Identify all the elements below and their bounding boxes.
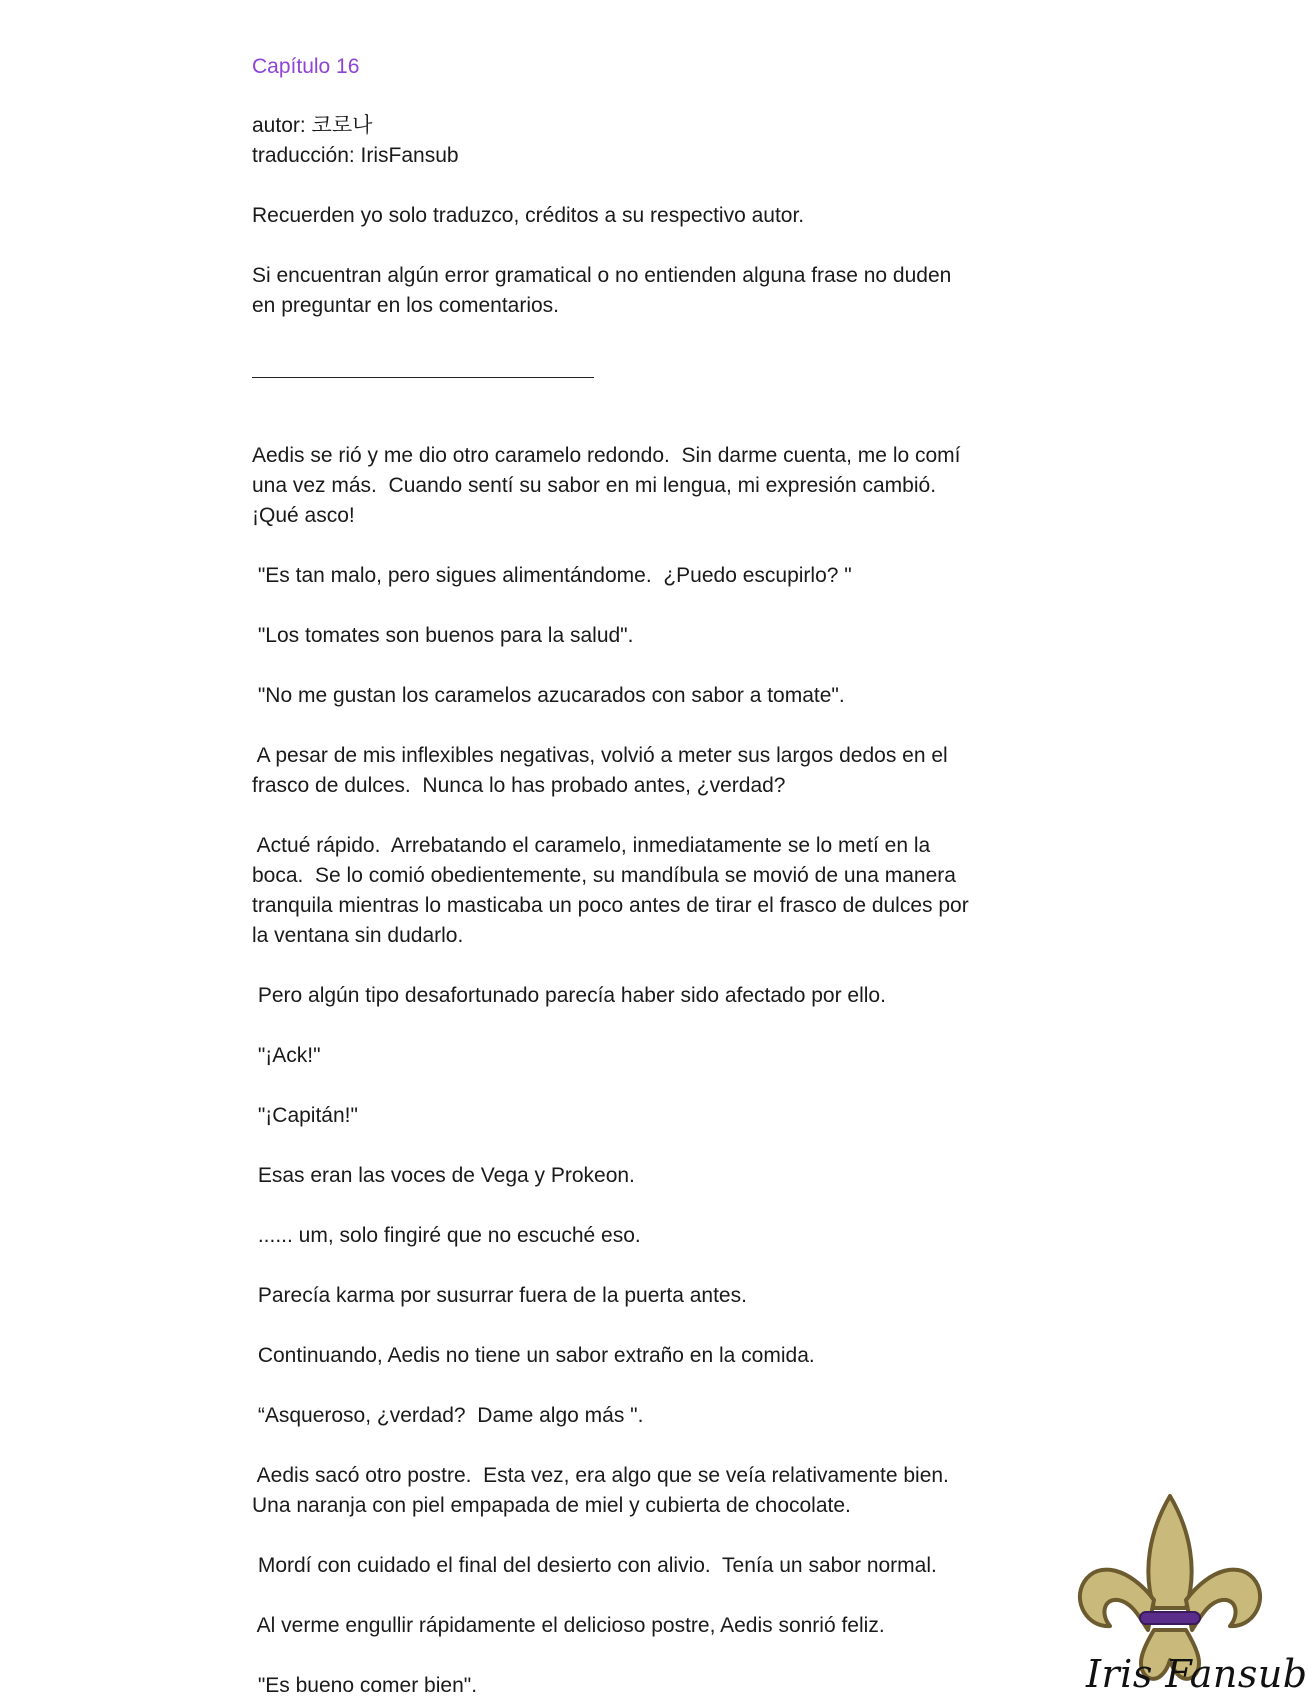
body-line: "Es bueno comer bien". (252, 1674, 478, 1697)
chapter-title: Capítulo 16 (252, 55, 360, 78)
body-line: la ventana sin dudarlo. (252, 924, 464, 947)
body-line: A pesar de mis inflexibles negativas, volvió a meter sus largos dedos en el (252, 744, 948, 767)
section-divider (252, 377, 594, 378)
body-line: boca. Se lo comió obedientemente, su mandíbula se movió de una manera (252, 864, 956, 887)
body-line: una vez más. Cuando sentí su sabor en mi lengua, mi expresión cambió. (252, 474, 937, 497)
body-line: Una naranja con piel empapada de miel y cubierta de chocolate. (252, 1494, 851, 1517)
watermark-logo-text: Iris Fansub (1086, 1652, 1308, 1696)
body-line: "Los tomates son buenos para la salud". (252, 624, 634, 647)
translation-line: traducción: IrisFansub (252, 144, 459, 167)
body-line: Pero algún tipo desafortunado parecía haber sido afectado por ello. (252, 984, 886, 1007)
body-line: Mordí con cuidado el final del desierto con alivio. Tenía un sabor normal. (252, 1554, 937, 1577)
body-line: Al verme engullir rápidamente el delicioso postre, Aedis sonrió feliz. (252, 1614, 885, 1637)
body-line: Parecía karma por susurrar fuera de la puerta antes. (252, 1284, 747, 1307)
body-line: Esas eran las voces de Vega y Prokeon. (252, 1164, 635, 1187)
author-line: autor: 코로나 (252, 114, 373, 137)
errors-note-line-2: en preguntar en los comentarios. (252, 294, 560, 317)
body-line: "¡Capitán!" (252, 1104, 358, 1127)
body-line: ¡Qué asco! (252, 504, 355, 527)
body-line: ...... um, solo fingiré que no escuché eso. (252, 1224, 641, 1247)
errors-note-line-1: Si encuentran algún error gramatical o no entienden alguna frase no duden (252, 264, 952, 287)
body-line: Aedis sacó otro postre. Esta vez, era algo que se veía relativamente bien. (252, 1464, 949, 1487)
body-line: frasco de dulces. Nunca lo has probado antes, ¿verdad? (252, 774, 786, 797)
body-line: tranquila mientras lo masticaba un poco antes de tirar el frasco de dulces por (252, 894, 969, 917)
credits-note: Recuerden yo solo traduzco, créditos a su respectivo autor. (252, 204, 805, 227)
body-line: "No me gustan los caramelos azucarados con sabor a tomate". (252, 684, 845, 707)
body-line: "¡Ack!" (252, 1044, 321, 1067)
body-line: “Asqueroso, ¿verdad? Dame algo más ". (252, 1404, 644, 1427)
body-line: "Es tan malo, pero sigues alimentándome. ¿Puedo escupirlo? " (252, 564, 852, 587)
body-line: Continuando, Aedis no tiene un sabor extraño en la comida. (252, 1344, 815, 1367)
body-line: Actué rápido. Arrebatando el caramelo, inmediatamente se lo metí en la (252, 834, 931, 857)
body-line: Aedis se rió y me dio otro caramelo redondo. Sin darme cuenta, me lo comí (252, 444, 961, 467)
